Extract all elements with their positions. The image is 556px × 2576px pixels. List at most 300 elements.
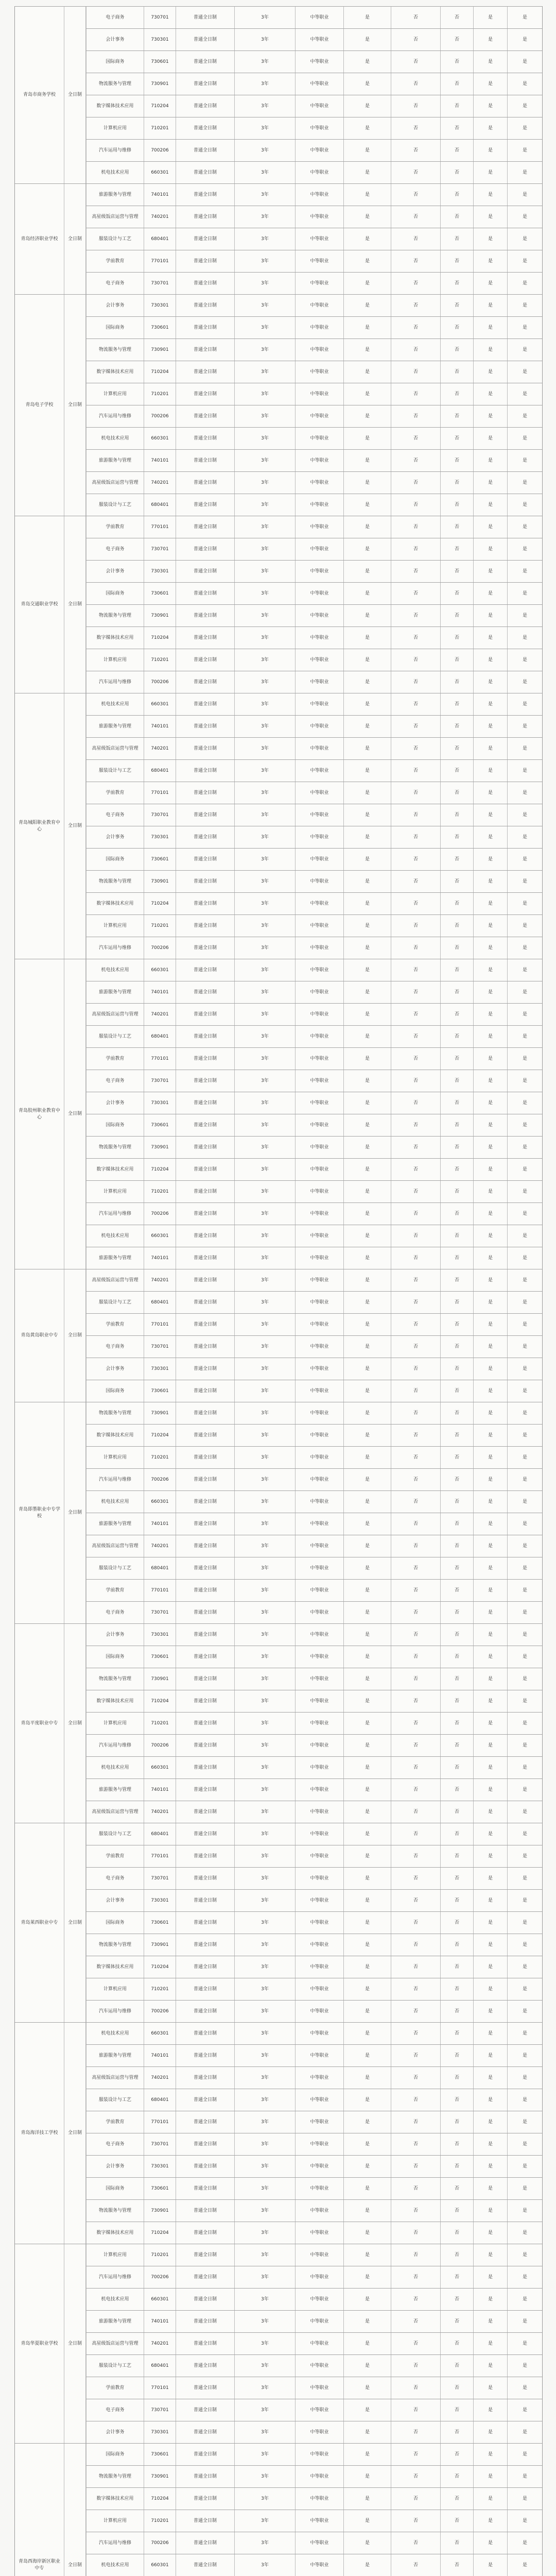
table-cell: 是	[343, 1292, 391, 1314]
table-row	[15, 2465, 542, 2488]
table-cell: 是	[473, 317, 507, 339]
table-cell: 否	[391, 2200, 440, 2222]
table-cell: 否	[391, 760, 440, 782]
table-cell: 普通全日制	[176, 1713, 234, 1735]
table-cell: 否	[440, 2421, 473, 2444]
table-cell: 是	[473, 2244, 507, 2266]
table-cell: 中等职业	[295, 184, 343, 206]
table-cell: 否	[391, 2289, 440, 2311]
table-cell: 3年	[234, 1048, 295, 1070]
table-cell: 否	[440, 1912, 473, 1934]
table-cell: 普通全日制	[176, 1513, 234, 1535]
table-cell: 否	[440, 1425, 473, 1447]
table-cell: 否	[391, 2023, 440, 2045]
table-cell: 普通全日制	[176, 1402, 234, 1425]
table-row	[15, 2332, 542, 2355]
table-row	[15, 73, 542, 95]
table-row	[15, 1092, 542, 1114]
table-row	[15, 848, 542, 871]
table-cell: 是	[473, 1513, 507, 1535]
table-cell: 是	[507, 959, 542, 981]
table-cell: 数字媒体技术应用	[86, 1159, 144, 1181]
table-cell: 是	[343, 2488, 391, 2510]
table-cell: 普通全日制	[176, 184, 234, 206]
table-cell: 否	[391, 2399, 440, 2421]
table-cell: 数字媒体技术应用	[86, 95, 144, 117]
table-cell: 会计事务	[86, 1358, 144, 1380]
table-cell: 是	[473, 51, 507, 73]
table-cell: 3年	[234, 849, 295, 871]
table-cell: 否	[391, 73, 440, 95]
table-cell: 是	[473, 1602, 507, 1624]
table-cell: 是	[507, 2001, 542, 2023]
table-cell: 否	[391, 2067, 440, 2089]
table-cell: 否	[440, 782, 473, 804]
table-cell: 是	[507, 1934, 542, 1956]
table-cell: 700206	[144, 2266, 176, 2289]
table-cell: 是	[507, 2289, 542, 2311]
table-cell: 普通全日制	[176, 361, 234, 383]
table-cell: 否	[440, 383, 473, 405]
table-cell: 是	[473, 2532, 507, 2554]
table-cell: 是	[343, 937, 391, 959]
table-cell: 770101	[144, 2111, 176, 2133]
table-row	[15, 250, 542, 273]
table-cell: 物流服务与管理	[86, 2200, 144, 2222]
table-cell: 中等职业	[295, 1292, 343, 1314]
table-cell: 数字媒体技术应用	[86, 1690, 144, 1713]
table-cell: 660301	[144, 428, 176, 450]
table-cell: 3年	[234, 1447, 295, 1469]
table-cell: 是	[343, 959, 391, 981]
table-cell: 是	[507, 1513, 542, 1535]
table-cell: 3年	[234, 1336, 295, 1358]
table-cell: 会计事务	[86, 561, 144, 583]
table-cell: 730901	[144, 73, 176, 95]
table-cell: 是	[473, 561, 507, 583]
table-row	[15, 1601, 542, 1624]
school-name-cell: 青岛电子学校	[15, 295, 64, 516]
table-cell: 是	[343, 2089, 391, 2111]
table-cell: 是	[343, 184, 391, 206]
table-cell: 普通全日制	[176, 2266, 234, 2289]
table-cell: 730901	[144, 2200, 176, 2222]
table-cell: 否	[391, 206, 440, 228]
table-row	[15, 2310, 542, 2333]
table-cell: 3年	[234, 2244, 295, 2266]
table-cell: 中等职业	[295, 295, 343, 317]
table-cell: 中等职业	[295, 871, 343, 893]
table-cell: 否	[440, 738, 473, 760]
table-cell: 710204	[144, 893, 176, 915]
school-name-cell: 青岛海洋技工学校	[15, 2023, 64, 2244]
table-cell: 否	[391, 51, 440, 73]
table-cell: 否	[440, 494, 473, 516]
table-cell: 是	[343, 871, 391, 893]
table-cell: 否	[440, 405, 473, 428]
table-cell: 否	[440, 1004, 473, 1026]
table-cell: 普通全日制	[176, 2355, 234, 2377]
table-cell: 中等职业	[295, 1890, 343, 1912]
table-cell: 中等职业	[295, 2399, 343, 2421]
table-cell: 中等职业	[295, 738, 343, 760]
table-cell: 是	[507, 1292, 542, 1314]
table-cell: 是	[343, 7, 391, 29]
table-cell: 是	[473, 1336, 507, 1358]
table-cell: 是	[343, 117, 391, 140]
school-type-cell: 全日制	[64, 2444, 86, 2576]
table-cell: 是	[473, 1358, 507, 1380]
table-cell: 是	[507, 561, 542, 583]
table-cell: 3年	[234, 2466, 295, 2488]
table-row	[15, 1668, 542, 1690]
table-cell: 普通全日制	[176, 472, 234, 494]
table-cell: 700206	[144, 1203, 176, 1225]
table-cell: 730301	[144, 2156, 176, 2178]
table-cell: 电子商务	[86, 2133, 144, 2156]
table-cell: 是	[343, 383, 391, 405]
table-cell: 是	[473, 383, 507, 405]
table-cell: 中等职业	[295, 583, 343, 605]
table-cell: 是	[343, 1336, 391, 1358]
table-cell: 旅游服务与管理	[86, 2045, 144, 2067]
table-cell: 是	[473, 1868, 507, 1890]
table-row	[15, 2089, 542, 2111]
table-cell: 否	[440, 7, 473, 29]
table-cell: 旅游服务与管理	[86, 184, 144, 206]
table-cell: 是	[473, 959, 507, 981]
table-cell: 普通全日制	[176, 494, 234, 516]
table-cell: 普通全日制	[176, 2377, 234, 2399]
table-cell: 是	[343, 538, 391, 561]
table-cell: 中等职业	[295, 361, 343, 383]
table-cell: 否	[440, 1646, 473, 1668]
table-cell: 普通全日制	[176, 561, 234, 583]
table-cell: 是	[343, 1247, 391, 1269]
table-cell: 否	[391, 2532, 440, 2554]
table-cell: 汽车运用与维修	[86, 1469, 144, 1491]
table-cell: 3年	[234, 1845, 295, 1868]
table-cell: 是	[507, 2466, 542, 2488]
table-cell: 物流服务与管理	[86, 1402, 144, 1425]
table-cell: 否	[391, 361, 440, 383]
table-cell: 是	[343, 1668, 391, 1690]
table-cell: 学前教育	[86, 2111, 144, 2133]
table-cell: 是	[343, 738, 391, 760]
table-cell: 3年	[234, 804, 295, 826]
table-cell: 是	[343, 1092, 391, 1114]
table-cell: 否	[391, 2355, 440, 2377]
table-cell: 730701	[144, 804, 176, 826]
table-cell: 是	[473, 1137, 507, 1159]
table-row	[15, 2222, 542, 2244]
table-cell: 是	[343, 2444, 391, 2466]
table-cell: 3年	[234, 273, 295, 295]
table-cell: 普通全日制	[176, 893, 234, 915]
table-cell: 是	[473, 849, 507, 871]
table-cell: 700206	[144, 405, 176, 428]
table-cell: 710201	[144, 915, 176, 937]
table-cell: 普通全日制	[176, 1225, 234, 1247]
table-cell: 是	[343, 428, 391, 450]
table-cell: 是	[507, 1402, 542, 1425]
table-cell: 是	[507, 2488, 542, 2510]
table-row	[15, 981, 542, 1004]
table-row	[15, 1202, 542, 1225]
table-cell: 是	[507, 339, 542, 361]
table-cell: 否	[391, 915, 440, 937]
table-cell: 是	[343, 1624, 391, 1646]
table-cell: 否	[391, 716, 440, 738]
table-cell: 是	[507, 1314, 542, 1336]
table-cell: 是	[507, 1557, 542, 1580]
table-cell: 是	[473, 1491, 507, 1513]
table-row	[15, 2554, 542, 2576]
table-row	[15, 1380, 542, 1402]
table-cell: 中等职业	[295, 1845, 343, 1868]
table-cell: 是	[343, 1314, 391, 1336]
table-cell: 是	[507, 1269, 542, 1292]
table-cell: 是	[343, 405, 391, 428]
table-cell: 是	[507, 671, 542, 693]
table-cell: 服装设计与工艺	[86, 760, 144, 782]
table-cell: 3年	[234, 538, 295, 561]
table-cell: 是	[473, 2001, 507, 2023]
table-cell: 中等职业	[295, 2466, 343, 2488]
table-cell: 汽车运用与维修	[86, 405, 144, 428]
table-cell: 3年	[234, 2377, 295, 2399]
table-cell: 否	[391, 671, 440, 693]
table-cell: 是	[473, 605, 507, 627]
table-cell: 普通全日制	[176, 2289, 234, 2311]
table-cell: 是	[507, 1713, 542, 1735]
table-cell: 否	[391, 1469, 440, 1491]
table-cell: 是	[507, 317, 542, 339]
table-cell: 否	[440, 561, 473, 583]
table-cell: 730701	[144, 1868, 176, 1890]
table-cell: 中等职业	[295, 2178, 343, 2200]
table-cell: 是	[507, 95, 542, 117]
table-cell: 否	[440, 1402, 473, 1425]
table-cell: 是	[473, 2178, 507, 2200]
table-cell: 中等职业	[295, 2045, 343, 2067]
table-cell: 学前教育	[86, 782, 144, 804]
table-cell: 普通全日制	[176, 1292, 234, 1314]
table-cell: 中等职业	[295, 716, 343, 738]
table-row	[15, 449, 542, 472]
table-cell: 中等职业	[295, 1269, 343, 1292]
table-cell: 是	[473, 1690, 507, 1713]
table-cell: 3年	[234, 583, 295, 605]
table-cell: 3年	[234, 472, 295, 494]
table-cell: 是	[473, 2311, 507, 2333]
table-cell: 否	[440, 1868, 473, 1890]
table-cell: 730301	[144, 29, 176, 51]
table-cell: 770101	[144, 1845, 176, 1868]
table-cell: 否	[391, 450, 440, 472]
table-cell: 是	[507, 937, 542, 959]
table-cell: 否	[391, 1159, 440, 1181]
table-cell: 否	[440, 671, 473, 693]
table-row	[15, 427, 542, 450]
table-cell: 中等职业	[295, 2067, 343, 2089]
table-cell: 否	[391, 1314, 440, 1336]
table-cell: 普通全日制	[176, 760, 234, 782]
table-cell: 否	[440, 981, 473, 1004]
table-cell: 3年	[234, 2001, 295, 2023]
table-cell: 是	[507, 117, 542, 140]
table-cell: 710204	[144, 1690, 176, 1713]
table-cell: 是	[507, 250, 542, 273]
table-cell: 3年	[234, 162, 295, 184]
table-cell: 730301	[144, 1624, 176, 1646]
table-cell: 否	[440, 2266, 473, 2289]
table-row	[15, 671, 542, 693]
table-cell: 是	[473, 1070, 507, 1092]
table-cell: 是	[343, 1137, 391, 1159]
table-cell: 否	[440, 1978, 473, 2001]
table-cell: 是	[473, 2377, 507, 2399]
table-cell: 是	[473, 2333, 507, 2355]
table-cell: 是	[343, 1269, 391, 1292]
table-cell: 3年	[234, 959, 295, 981]
school-type-cell: 全日制	[64, 2023, 86, 2244]
table-cell: 3年	[234, 1646, 295, 1668]
table-cell: 3年	[234, 1912, 295, 1934]
table-cell: 730701	[144, 2399, 176, 2421]
table-cell: 会计事务	[86, 2421, 144, 2444]
table-cell: 是	[473, 1779, 507, 1801]
table-cell: 是	[507, 2444, 542, 2466]
table-cell: 旅游服务与管理	[86, 716, 144, 738]
table-cell: 否	[440, 2532, 473, 2554]
table-cell: 否	[440, 2045, 473, 2067]
table-cell: 中等职业	[295, 981, 343, 1004]
table-cell: 否	[440, 51, 473, 73]
table-cell: 普通全日制	[176, 937, 234, 959]
table-row	[15, 1358, 542, 1380]
table-cell: 是	[507, 1801, 542, 1823]
table-cell: 是	[473, 1890, 507, 1912]
table-cell: 710204	[144, 1956, 176, 1978]
table-cell: 普通全日制	[176, 2444, 234, 2466]
table-cell: 否	[440, 538, 473, 561]
table-cell: 3年	[234, 1092, 295, 1114]
table-cell: 电子商务	[86, 538, 144, 561]
table-cell: 普通全日制	[176, 1978, 234, 2001]
table-cell: 学前教育	[86, 2377, 144, 2399]
table-cell: 740101	[144, 981, 176, 1004]
table-cell: 是	[507, 2023, 542, 2045]
table-cell: 是	[343, 2532, 391, 2554]
table-cell: 是	[343, 2510, 391, 2532]
table-cell: 730601	[144, 583, 176, 605]
table-cell: 3年	[234, 1557, 295, 1580]
table-cell: 3年	[234, 2399, 295, 2421]
table-cell: 否	[440, 1092, 473, 1114]
table-cell: 普通全日制	[176, 1048, 234, 1070]
table-cell: 是	[507, 2266, 542, 2289]
table-cell: 否	[391, 981, 440, 1004]
table-cell: 普通全日制	[176, 1137, 234, 1159]
table-cell: 否	[391, 649, 440, 671]
table-cell: 3年	[234, 2089, 295, 2111]
table-cell: 是	[507, 760, 542, 782]
table-cell: 普通全日制	[176, 317, 234, 339]
table-cell: 普通全日制	[176, 2311, 234, 2333]
table-cell: 是	[473, 1557, 507, 1580]
table-cell: 3年	[234, 2355, 295, 2377]
table-cell: 机电技术应用	[86, 959, 144, 981]
table-cell: 3年	[234, 140, 295, 162]
table-cell: 3年	[234, 826, 295, 849]
table-cell: 中等职业	[295, 2377, 343, 2399]
table-cell: 是	[507, 1668, 542, 1690]
table-cell: 是	[507, 2111, 542, 2133]
table-cell: 中等职业	[295, 95, 343, 117]
table-cell: 是	[473, 1425, 507, 1447]
table-cell: 是	[343, 2421, 391, 2444]
table-cell: 中等职业	[295, 561, 343, 583]
table-cell: 中等职业	[295, 1469, 343, 1491]
table-row	[15, 892, 542, 915]
table-cell: 是	[473, 2421, 507, 2444]
table-cell: 否	[440, 826, 473, 849]
table-cell: 700206	[144, 1469, 176, 1491]
table-cell: 是	[473, 1757, 507, 1779]
table-cell: 3年	[234, 2289, 295, 2311]
table-cell: 是	[473, 2444, 507, 2466]
table-cell: 是	[343, 95, 391, 117]
table-cell: 是	[507, 494, 542, 516]
table-cell: 是	[343, 29, 391, 51]
table-cell: 730601	[144, 1912, 176, 1934]
table-cell: 普通全日制	[176, 1491, 234, 1513]
table-cell: 是	[473, 804, 507, 826]
table-cell: 是	[343, 1225, 391, 1247]
table-cell: 是	[507, 538, 542, 561]
table-cell: 是	[343, 1535, 391, 1557]
table-cell: 普通全日制	[176, 1557, 234, 1580]
table-cell: 普通全日制	[176, 1956, 234, 1978]
table-cell: 数字媒体技术应用	[86, 361, 144, 383]
table-cell: 是	[473, 671, 507, 693]
table-cell: 3年	[234, 2311, 295, 2333]
table-cell: 是	[473, 1380, 507, 1402]
table-cell: 电子商务	[86, 1070, 144, 1092]
table-cell: 3年	[234, 1890, 295, 1912]
table-cell: 否	[391, 1358, 440, 1380]
table-cell: 是	[473, 893, 507, 915]
table-cell: 710201	[144, 2244, 176, 2266]
table-cell: 中等职业	[295, 383, 343, 405]
table-cell: 会计事务	[86, 2156, 144, 2178]
table-cell: 中等职业	[295, 693, 343, 716]
table-row	[15, 294, 542, 317]
table-cell: 否	[391, 1845, 440, 1868]
table-cell: 否	[440, 1269, 473, 1292]
table-cell: 是	[473, 538, 507, 561]
table-cell: 机电技术应用	[86, 1491, 144, 1513]
table-cell: 730301	[144, 1890, 176, 1912]
table-cell: 数字媒体技术应用	[86, 1425, 144, 1447]
table-cell: 否	[391, 1203, 440, 1225]
table-cell: 3年	[234, 627, 295, 649]
table-cell: 710201	[144, 1181, 176, 1203]
table-cell: 是	[473, 693, 507, 716]
table-cell: 3年	[234, 1956, 295, 1978]
table-cell: 680401	[144, 1557, 176, 1580]
